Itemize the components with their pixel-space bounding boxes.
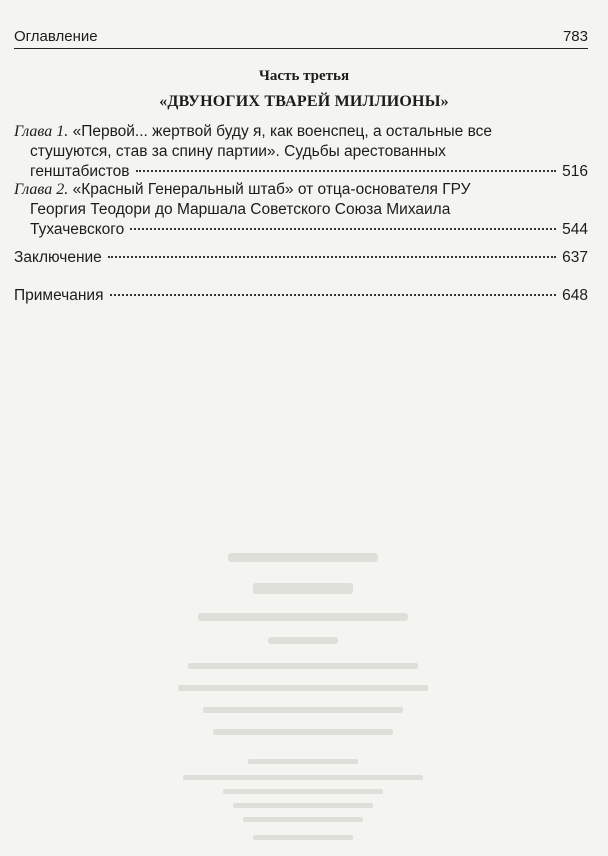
toc-page-number: 648: [562, 287, 588, 304]
toc-entry-conclusion[interactable]: [14, 248, 588, 268]
dot-leader: [110, 294, 557, 296]
chapter-prefix: Глава 2.: [14, 181, 69, 198]
chapter-title-line: Георгия Теодори до Маршала Советского Союза Михаила: [30, 201, 451, 218]
toc-entry-title: Примечания: [14, 287, 104, 304]
dot-leader: [108, 256, 556, 258]
chapter-title-line: Тухачевского: [30, 221, 125, 238]
dot-leader: [136, 170, 557, 172]
chapter-prefix: Глава 1.: [14, 123, 69, 140]
chapter-title-line: генштабистов: [30, 163, 130, 180]
dot-leader: [130, 228, 556, 230]
toc-leader-line: [14, 248, 588, 268]
toc-leader-line: [14, 286, 588, 306]
bleed-through-texture: [158, 545, 448, 845]
running-header: [14, 28, 588, 49]
toc-leader-line: [14, 220, 588, 240]
page-number: 783: [562, 28, 588, 45]
toc-page-number: 516: [562, 163, 588, 180]
chapter-title-line: «Первой... жертвой буду я, как военспец, а остальные все: [72, 123, 493, 140]
toc-page-number: 637: [562, 249, 588, 266]
section-title: Оглавление: [14, 28, 98, 45]
toc-entry-notes[interactable]: [14, 286, 588, 306]
part-title: «ДВУНОГИХ ТВАРЕЙ МИЛЛИОНЫ»: [159, 93, 449, 110]
toc-entry-chapter-1[interactable]: [14, 122, 588, 182]
part-label: Часть третья: [258, 68, 350, 84]
toc-entry-chapter-2[interactable]: [14, 180, 588, 240]
toc-page-number: 544: [562, 221, 588, 238]
chapter-title-line: «Красный Генеральный штаб» от отца-основателя ГРУ: [72, 181, 471, 198]
toc-entry-title: Заключение: [14, 249, 102, 266]
toc-leader-line: [14, 162, 588, 182]
chapter-title-line: стушуются, став за спину партии». Судьбы арестованных: [30, 143, 446, 160]
